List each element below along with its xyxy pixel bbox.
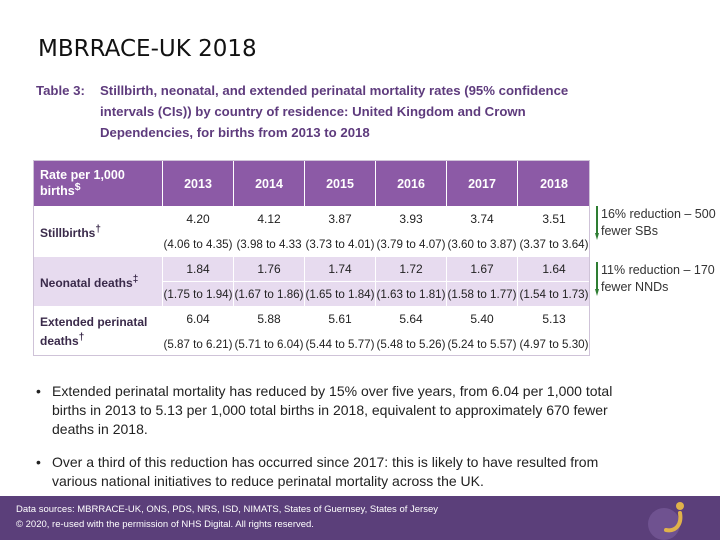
rate-cell: 3.87	[305, 207, 376, 232]
table-caption-text: Stillbirth, neonatal, and extended perinatal mortality rates (95% confidence intervals (CIs)) by country of residence: United Kingdom and Crown Dependencies, for births from 2013 to 2018	[100, 83, 569, 140]
table-row-stillbirths-rate	[34, 207, 591, 232]
header-year: 2015	[305, 161, 376, 207]
ci-cell: (3.79 to 4.07)	[376, 232, 447, 257]
bullet-icon: •	[36, 454, 41, 470]
ci-cell: (1.58 to 1.77)	[447, 282, 518, 307]
ci-cell: (1.67 to 1.86)	[234, 282, 305, 307]
bullet-item: • Over a third of this reduction has occurred since 2017: this is likely to have resulted from various national initiatives to reduce perinatal mortality across the UK.	[36, 454, 599, 489]
ci-cell: (5.87 to 6.21)	[163, 332, 234, 357]
ci-cell: (5.24 to 5.57)	[447, 332, 518, 357]
slide-title: MBRRACE-UK 2018	[38, 36, 257, 62]
ci-cell: (3.73 to 4.01)	[305, 232, 376, 257]
rate-cell: 1.67	[447, 257, 518, 282]
ci-cell: (3.60 to 3.87)	[447, 232, 518, 257]
table-header-row	[34, 161, 591, 207]
rate-cell: 4.20	[163, 207, 234, 232]
ci-cell: (1.63 to 1.81)	[376, 282, 447, 307]
bullet-icon: •	[36, 383, 41, 399]
footer-bar	[0, 496, 720, 540]
header-year: 2016	[376, 161, 447, 207]
bullet-item: • Extended perinatal mortality has reduced by 15% over five years, from 6.04 per 1,000 total births in 2013 to 5.13 per 1,000 total births in 2018, equivalent to approximately 670 fewer deaths in 2018.	[36, 383, 613, 437]
header-year: 2017	[447, 161, 518, 207]
header-year: 2013	[163, 161, 234, 207]
ci-cell: (5.71 to 6.04)	[234, 332, 305, 357]
ci-cell: (5.48 to 5.26)	[376, 332, 447, 357]
rate-cell: 6.04	[163, 307, 234, 332]
mortality-rates-table	[33, 160, 591, 357]
annotation-stillbirths-text: 16% reduction – 500 fewer SBs	[601, 207, 716, 238]
rate-cell: 5.40	[447, 307, 518, 332]
table-row-neonatal-rate	[34, 257, 591, 282]
rate-cell: 3.51	[518, 207, 591, 232]
rate-cell: 1.84	[163, 257, 234, 282]
rate-cell: 5.64	[376, 307, 447, 332]
mbrrace-logo-icon	[640, 496, 704, 540]
header-rate-label: Rate per 1,000 births$	[34, 161, 163, 207]
rate-cell: 5.13	[518, 307, 591, 332]
rate-cell: 1.76	[234, 257, 305, 282]
rate-cell: 3.74	[447, 207, 518, 232]
rate-cell: 3.93	[376, 207, 447, 232]
row-label-extended-perinatal: Extended perinatal deaths†	[34, 307, 163, 357]
footer-sources: Data sources: MBRRACE-UK, ONS, PDS, NRS, ISD, NIMATS, States of Guernsey, States of Jersey	[16, 504, 438, 515]
footer-copyright: © 2020, re-used with the permission of NHS Digital. All rights reserved.	[16, 519, 314, 530]
rate-cell: 1.72	[376, 257, 447, 282]
ci-cell: (5.44 to 5.77)	[305, 332, 376, 357]
rate-cell: 5.61	[305, 307, 376, 332]
ci-cell: (1.65 to 1.84)	[305, 282, 376, 307]
table-row-extended-rate	[34, 307, 591, 332]
ci-cell: (3.98 to 4.33	[234, 232, 305, 257]
rate-cell: 1.64	[518, 257, 591, 282]
rate-cell: 4.12	[234, 207, 305, 232]
header-year: 2014	[234, 161, 305, 207]
row-label-stillbirths: Stillbirths†	[34, 207, 163, 257]
row-label-neonatal: Neonatal deaths‡	[34, 257, 163, 307]
ci-cell: (4.06 to 4.35)	[163, 232, 234, 257]
bullet-list	[36, 382, 646, 505]
header-year: 2018	[518, 161, 591, 207]
down-arrow-icon	[595, 262, 599, 296]
table-caption-label: Table 3:	[36, 83, 85, 98]
ci-cell: (1.75 to 1.94)	[163, 282, 234, 307]
ci-cell: (3.37 to 3.64)	[518, 232, 591, 257]
annotation-neonatal-text: 11% reduction – 170 fewer NNDs	[601, 263, 715, 294]
ci-cell: (1.54 to 1.73)	[518, 282, 591, 307]
down-arrow-icon	[595, 206, 599, 240]
ci-cell: (4.97 to 5.30)	[518, 332, 591, 357]
rate-cell: 5.88	[234, 307, 305, 332]
rate-cell: 1.74	[305, 257, 376, 282]
